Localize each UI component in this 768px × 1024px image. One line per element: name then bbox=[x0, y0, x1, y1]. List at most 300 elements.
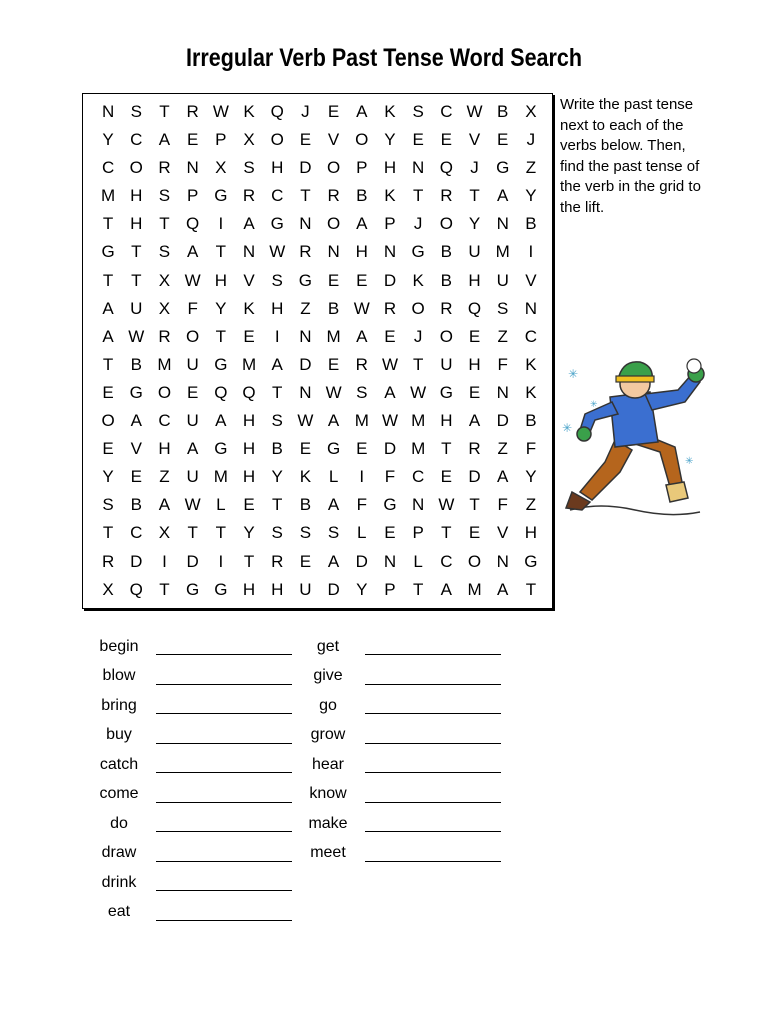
grid-letter: L bbox=[328, 467, 339, 487]
grid-letter: K bbox=[384, 102, 396, 121]
grid-letter: Y bbox=[215, 298, 227, 318]
grid-letter: A bbox=[384, 382, 396, 402]
grid-letter: T bbox=[412, 354, 424, 374]
grid-letter: P bbox=[412, 523, 424, 543]
grid-letter: S bbox=[412, 102, 424, 121]
grid-letter: I bbox=[218, 551, 224, 571]
grid-letter: A bbox=[102, 298, 114, 318]
grid-letter: Y bbox=[102, 130, 114, 150]
grid-letter: B bbox=[130, 495, 142, 515]
grid-letter: D bbox=[496, 411, 509, 431]
grid-letter: T bbox=[102, 354, 114, 374]
grid-letter: O bbox=[355, 130, 369, 150]
snowflake-icon: ✳ bbox=[590, 399, 598, 409]
grid-letter: S bbox=[158, 242, 171, 262]
grid-letter: K bbox=[412, 270, 424, 290]
grid-letter: E bbox=[299, 551, 312, 571]
grid-letter: A bbox=[468, 411, 481, 431]
grid-letter: R bbox=[158, 326, 171, 346]
grid-letter: Q bbox=[467, 298, 482, 318]
grid-letter: A bbox=[497, 467, 509, 487]
grid-letter: N bbox=[101, 102, 115, 121]
grid-letter: C bbox=[271, 186, 284, 206]
grid-letter: B bbox=[497, 102, 509, 121]
grid-letter: M bbox=[101, 186, 116, 206]
grid-letter: S bbox=[243, 158, 255, 178]
grid-letter: Y bbox=[102, 467, 114, 487]
grid-letter: M bbox=[157, 354, 172, 374]
grid-letter: T bbox=[272, 382, 283, 402]
grid-letter: G bbox=[326, 439, 341, 459]
grid-letter: F bbox=[356, 495, 367, 515]
grid-letter: U bbox=[186, 411, 199, 431]
answer-line[interactable] bbox=[365, 743, 501, 744]
grid-letter: G bbox=[298, 270, 313, 290]
grid-letter: T bbox=[187, 523, 198, 543]
grid-letter: T bbox=[102, 270, 114, 290]
page-title: Irregular Verb Past Tense Word Search bbox=[186, 44, 582, 72]
grid-letter: D bbox=[383, 439, 397, 459]
grid-letter: T bbox=[469, 495, 480, 515]
grid-letter: H bbox=[242, 579, 256, 599]
grid-letter: B bbox=[299, 495, 312, 515]
grid-letter: G bbox=[101, 242, 115, 262]
grid-letter: K bbox=[243, 298, 255, 318]
grid-letter: R bbox=[299, 242, 312, 262]
grid-letter: E bbox=[384, 326, 396, 346]
grid-letter: U bbox=[496, 270, 509, 290]
grid-letter: A bbox=[327, 495, 340, 515]
grid-letter: R bbox=[383, 298, 397, 318]
grid-letter: X bbox=[158, 298, 171, 318]
verb-row bbox=[82, 750, 292, 780]
grid-letter: K bbox=[525, 382, 537, 402]
answer-line[interactable] bbox=[156, 713, 292, 714]
grid-letter: X bbox=[215, 158, 227, 178]
grid-letter: F bbox=[187, 298, 198, 318]
grid-letter: O bbox=[101, 411, 115, 431]
answer-line[interactable] bbox=[156, 831, 292, 832]
snowball-child-illustration bbox=[560, 352, 710, 522]
verb-label: get bbox=[316, 637, 340, 655]
grid-letter: N bbox=[412, 495, 425, 515]
grid-letter: D bbox=[355, 551, 368, 571]
grid-letter: Y bbox=[271, 467, 283, 487]
grid-letter: W bbox=[325, 382, 342, 402]
grid-letter: K bbox=[384, 186, 396, 206]
grid-letter: E bbox=[468, 382, 481, 402]
grid-letter: T bbox=[243, 551, 255, 571]
grid-letter: B bbox=[130, 354, 142, 374]
verb-row bbox=[82, 868, 292, 898]
verb-label: make bbox=[308, 814, 348, 832]
grid-letter: N bbox=[299, 382, 312, 402]
grid-letter: N bbox=[186, 158, 199, 178]
grid-letter: V bbox=[525, 270, 537, 290]
grid-letter: A bbox=[158, 495, 171, 515]
grid-letter: S bbox=[497, 298, 509, 318]
verb-row bbox=[82, 662, 292, 692]
grid-letter: B bbox=[271, 439, 283, 459]
answer-line[interactable] bbox=[365, 713, 501, 714]
grid-letter: N bbox=[383, 551, 397, 571]
grid-letter: V bbox=[243, 270, 255, 290]
grid-letter: T bbox=[412, 579, 424, 599]
grid-letter: R bbox=[271, 551, 284, 571]
grid-letter: A bbox=[186, 242, 199, 262]
answer-line[interactable] bbox=[156, 654, 292, 655]
grid-letter: Y bbox=[243, 523, 255, 543]
grid-letter: R bbox=[186, 102, 199, 121]
grid-letter: Y bbox=[384, 130, 396, 150]
grid-letter: H bbox=[242, 411, 256, 431]
grid-letter: T bbox=[102, 523, 114, 543]
grid-letter: P bbox=[215, 130, 227, 150]
grid-letter: T bbox=[412, 186, 424, 206]
grid-letter: I bbox=[528, 242, 534, 262]
snowflake-icon: ✳ bbox=[685, 456, 694, 467]
grid-letter: H bbox=[130, 186, 143, 206]
verb-row bbox=[291, 662, 501, 692]
grid-letter: Y bbox=[525, 467, 537, 487]
verb-label: draw bbox=[101, 844, 137, 862]
grid-letter: E bbox=[299, 130, 312, 150]
grid-letter: M bbox=[467, 579, 482, 599]
grid-letter: V bbox=[497, 523, 509, 543]
grid-letter: E bbox=[102, 382, 114, 402]
grid-letter: E bbox=[356, 439, 368, 459]
grid-letter: O bbox=[186, 326, 200, 346]
grid-letter: M bbox=[411, 411, 426, 431]
grid-letter: C bbox=[524, 326, 538, 346]
grid-letter: A bbox=[215, 411, 227, 431]
grid-letter: U bbox=[186, 467, 199, 487]
grid-letter: J bbox=[413, 214, 423, 234]
grid-letter: F bbox=[384, 467, 396, 487]
grid-letter: T bbox=[131, 270, 142, 290]
grid-letter: O bbox=[129, 158, 143, 178]
grid-letter: Q bbox=[186, 214, 200, 234]
snowflake-icon: ✳ bbox=[568, 367, 579, 381]
grid-letter: M bbox=[326, 326, 341, 346]
grid-letter: R bbox=[440, 298, 453, 318]
grid-letter: P bbox=[356, 158, 368, 178]
grid-letter: Z bbox=[525, 495, 537, 515]
verb-row bbox=[291, 691, 501, 721]
grid-letter: S bbox=[271, 411, 283, 431]
answer-line[interactable] bbox=[156, 861, 292, 862]
verb-row bbox=[82, 632, 292, 662]
answer-line[interactable] bbox=[365, 831, 501, 832]
grid-letter: L bbox=[357, 523, 367, 543]
grid-letter: D bbox=[186, 551, 199, 571]
grid-letter: T bbox=[159, 214, 170, 234]
grid-letter: O bbox=[326, 158, 341, 178]
answer-line[interactable] bbox=[156, 920, 292, 921]
instructions-text: Write the past tense next to each of the verbs below. Then, find the past tense of the verb in the grid to the lift. bbox=[560, 96, 701, 216]
grid-letter: W bbox=[184, 270, 201, 290]
verb-list-right bbox=[291, 632, 501, 868]
answer-line[interactable] bbox=[365, 654, 501, 655]
verb-row bbox=[291, 750, 501, 780]
grid-letter: C bbox=[101, 158, 115, 178]
verb-row bbox=[291, 780, 501, 810]
verb-label: know bbox=[309, 785, 347, 803]
grid-letter: R bbox=[468, 439, 481, 459]
grid-letter: W bbox=[353, 298, 370, 318]
grid-letter: W bbox=[438, 495, 455, 515]
grid-letter: W bbox=[128, 326, 145, 346]
grid-letter: D bbox=[383, 270, 397, 290]
grid-letter: S bbox=[299, 523, 312, 543]
grid-letter: T bbox=[159, 579, 170, 599]
grid-letter: K bbox=[525, 354, 537, 374]
grid-letter: M bbox=[213, 467, 228, 487]
grid-letter: Q bbox=[214, 382, 228, 402]
grid-letter: B bbox=[356, 186, 368, 206]
grid-letter: E bbox=[186, 130, 199, 150]
snowflake-icon: ✳ bbox=[562, 421, 573, 435]
verb-label: grow bbox=[310, 726, 346, 744]
verb-row bbox=[291, 809, 501, 839]
grid-letter: Q bbox=[270, 102, 284, 121]
grid-letter: M bbox=[354, 411, 369, 431]
grid-letter: E bbox=[327, 354, 340, 374]
grid-letter: V bbox=[468, 130, 481, 150]
grid-letter: X bbox=[158, 523, 171, 543]
grid-letter: H bbox=[468, 270, 481, 290]
grid-letter: J bbox=[526, 130, 536, 150]
grid-letter: C bbox=[130, 523, 143, 543]
grid-letter: A bbox=[356, 326, 368, 346]
grid-letter: N bbox=[242, 242, 256, 262]
grid-letter: B bbox=[440, 242, 453, 262]
verb-label: go bbox=[319, 696, 337, 714]
grid-letter: G bbox=[214, 439, 228, 459]
grid-letter: H bbox=[383, 158, 397, 178]
grid-letter: W bbox=[269, 242, 286, 262]
grid-letter: E bbox=[243, 495, 255, 515]
grid-letter: O bbox=[157, 382, 172, 402]
grid-letter: A bbox=[327, 411, 340, 431]
grid-letter: G bbox=[411, 242, 425, 262]
grid-letter: I bbox=[274, 326, 280, 346]
grid-letter: E bbox=[130, 467, 142, 487]
verb-row bbox=[291, 721, 501, 751]
grid-letter: T bbox=[441, 523, 452, 543]
grid-letter: J bbox=[301, 102, 310, 121]
grid-letter: H bbox=[524, 523, 538, 543]
grid-letter: T bbox=[215, 523, 227, 543]
answer-line[interactable] bbox=[156, 890, 292, 891]
grid-letter: N bbox=[299, 214, 312, 234]
grid-letter: H bbox=[130, 214, 143, 234]
grid-letter: R bbox=[355, 354, 368, 374]
grid-letter: O bbox=[467, 551, 482, 571]
grid-letter: Y bbox=[525, 186, 537, 206]
grid-letter: T bbox=[272, 495, 283, 515]
grid-letter: A bbox=[186, 439, 199, 459]
grid-letter: Z bbox=[159, 467, 170, 487]
grid-letter: G bbox=[496, 158, 510, 178]
verb-label: bring bbox=[101, 696, 137, 714]
grid-letter: A bbox=[130, 411, 142, 431]
verb-row bbox=[82, 809, 292, 839]
answer-line[interactable] bbox=[365, 861, 501, 862]
grid-letter: G bbox=[214, 579, 228, 599]
grid-letter: T bbox=[159, 102, 170, 121]
grid-letter: M bbox=[241, 354, 257, 374]
grid-letter: E bbox=[440, 130, 453, 150]
grid-letter: Z bbox=[525, 158, 537, 178]
grid-letter: E bbox=[327, 270, 340, 290]
grid-letter: U bbox=[130, 298, 143, 318]
grid-letter: E bbox=[102, 439, 114, 459]
grid-letter: U bbox=[440, 354, 453, 374]
verb-label: begin bbox=[99, 637, 139, 655]
grid-letter: H bbox=[271, 298, 284, 318]
grid-letter: I bbox=[359, 467, 365, 487]
grid-letter: N bbox=[496, 214, 509, 234]
grid-letter: A bbox=[271, 354, 283, 374]
grid-letter: R bbox=[327, 186, 340, 206]
grid-letter: T bbox=[300, 186, 311, 206]
grid-letter: P bbox=[384, 579, 396, 599]
grid-letter: G bbox=[214, 186, 228, 206]
grid-letter: U bbox=[186, 354, 199, 374]
grid-letter: A bbox=[356, 214, 368, 234]
grid-letter: O bbox=[326, 214, 341, 234]
grid-letter: A bbox=[497, 186, 509, 206]
answer-line[interactable] bbox=[156, 802, 292, 803]
grid-letter: O bbox=[270, 130, 284, 150]
grid-letter: L bbox=[216, 495, 226, 515]
grid-letter: R bbox=[242, 186, 256, 206]
grid-letter: V bbox=[130, 439, 142, 459]
grid-letter: O bbox=[439, 214, 453, 234]
grid-letter: E bbox=[243, 326, 255, 346]
grid-letter: X bbox=[525, 102, 537, 121]
grid-letter: F bbox=[525, 439, 537, 459]
verb-row bbox=[82, 691, 292, 721]
verb-label: eat bbox=[107, 903, 131, 921]
grid-letter: C bbox=[440, 551, 453, 571]
grid-letter: B bbox=[525, 411, 537, 431]
grid-letter: T bbox=[131, 242, 142, 262]
verb-row bbox=[82, 721, 292, 751]
grid-letter: Y bbox=[356, 579, 368, 599]
verb-row bbox=[82, 780, 292, 810]
grid-letter: S bbox=[158, 186, 171, 206]
grid-letter: Z bbox=[300, 298, 311, 318]
answer-line[interactable] bbox=[365, 772, 501, 773]
grid-letter: C bbox=[130, 130, 143, 150]
grid-letter: E bbox=[327, 102, 340, 121]
grid-letter: T bbox=[525, 579, 537, 599]
grid-letter: N bbox=[524, 298, 538, 318]
grid-letter: R bbox=[440, 186, 453, 206]
verb-label: come bbox=[99, 785, 139, 803]
grid-letter: K bbox=[243, 102, 255, 121]
grid-letter: U bbox=[468, 242, 481, 262]
verb-row bbox=[291, 632, 501, 662]
grid-letter: L bbox=[413, 551, 423, 571]
grid-letter: Z bbox=[497, 439, 508, 459]
answer-line[interactable] bbox=[156, 772, 292, 773]
grid-letter: A bbox=[356, 102, 368, 121]
answer-line[interactable] bbox=[156, 743, 292, 744]
grid-letter: H bbox=[214, 270, 227, 290]
grid-letter: R bbox=[101, 551, 115, 571]
grid-letter: I bbox=[162, 551, 167, 571]
grid-letter: J bbox=[413, 326, 423, 346]
grid-letter: U bbox=[299, 579, 312, 599]
grid-letter: H bbox=[242, 467, 256, 487]
letter-grid bbox=[94, 98, 545, 604]
answer-line[interactable] bbox=[365, 684, 501, 685]
verb-label: give bbox=[313, 667, 343, 685]
grid-letter: D bbox=[327, 579, 340, 599]
grid-letter: H bbox=[355, 242, 368, 262]
grid-letter: D bbox=[299, 158, 312, 178]
grid-letter: B bbox=[440, 270, 453, 290]
grid-letter: X bbox=[158, 270, 171, 290]
grid-letter: D bbox=[468, 467, 481, 487]
verb-label: buy bbox=[106, 726, 132, 744]
grid-letter: H bbox=[242, 439, 256, 459]
grid-letter: H bbox=[468, 354, 481, 374]
answer-line[interactable] bbox=[365, 802, 501, 803]
grid-letter: E bbox=[497, 130, 509, 150]
grid-letter: N bbox=[383, 242, 397, 262]
grid-letter: P bbox=[384, 214, 396, 234]
grid-letter: W bbox=[297, 411, 314, 431]
grid-letter: C bbox=[412, 467, 425, 487]
grid-letter: S bbox=[130, 102, 142, 121]
grid-letter: Q bbox=[129, 579, 143, 599]
grid-letter: H bbox=[271, 158, 284, 178]
grid-letter: G bbox=[129, 382, 143, 402]
grid-letter: E bbox=[356, 270, 368, 290]
grid-letter: S bbox=[356, 382, 368, 402]
grid-letter: H bbox=[271, 579, 284, 599]
grid-letter: G bbox=[186, 579, 200, 599]
grid-letter: T bbox=[215, 326, 227, 346]
grid-letter: E bbox=[468, 523, 481, 543]
grid-letter: M bbox=[411, 439, 426, 459]
grid-letter: W bbox=[381, 411, 398, 431]
grid-letter: A bbox=[497, 579, 509, 599]
verb-row bbox=[82, 839, 292, 869]
grid-letter: C bbox=[158, 411, 171, 431]
grid-letter: G bbox=[383, 495, 397, 515]
grid-letter: T bbox=[441, 439, 452, 459]
grid-letter: W bbox=[381, 354, 398, 374]
grid-letter: E bbox=[412, 130, 424, 150]
grid-letter: N bbox=[496, 382, 509, 402]
grid-letter: T bbox=[469, 186, 480, 206]
grid-letter: Y bbox=[468, 214, 481, 234]
verb-label: catch bbox=[99, 755, 139, 773]
grid-letter: A bbox=[440, 579, 453, 599]
grid-letter: X bbox=[243, 130, 255, 150]
answer-line[interactable] bbox=[156, 684, 292, 685]
grid-letter: A bbox=[102, 326, 114, 346]
grid-letter: J bbox=[470, 158, 479, 178]
grid-letter: A bbox=[243, 214, 255, 234]
grid-letter: Q bbox=[242, 382, 256, 402]
grid-letter: W bbox=[410, 382, 427, 402]
